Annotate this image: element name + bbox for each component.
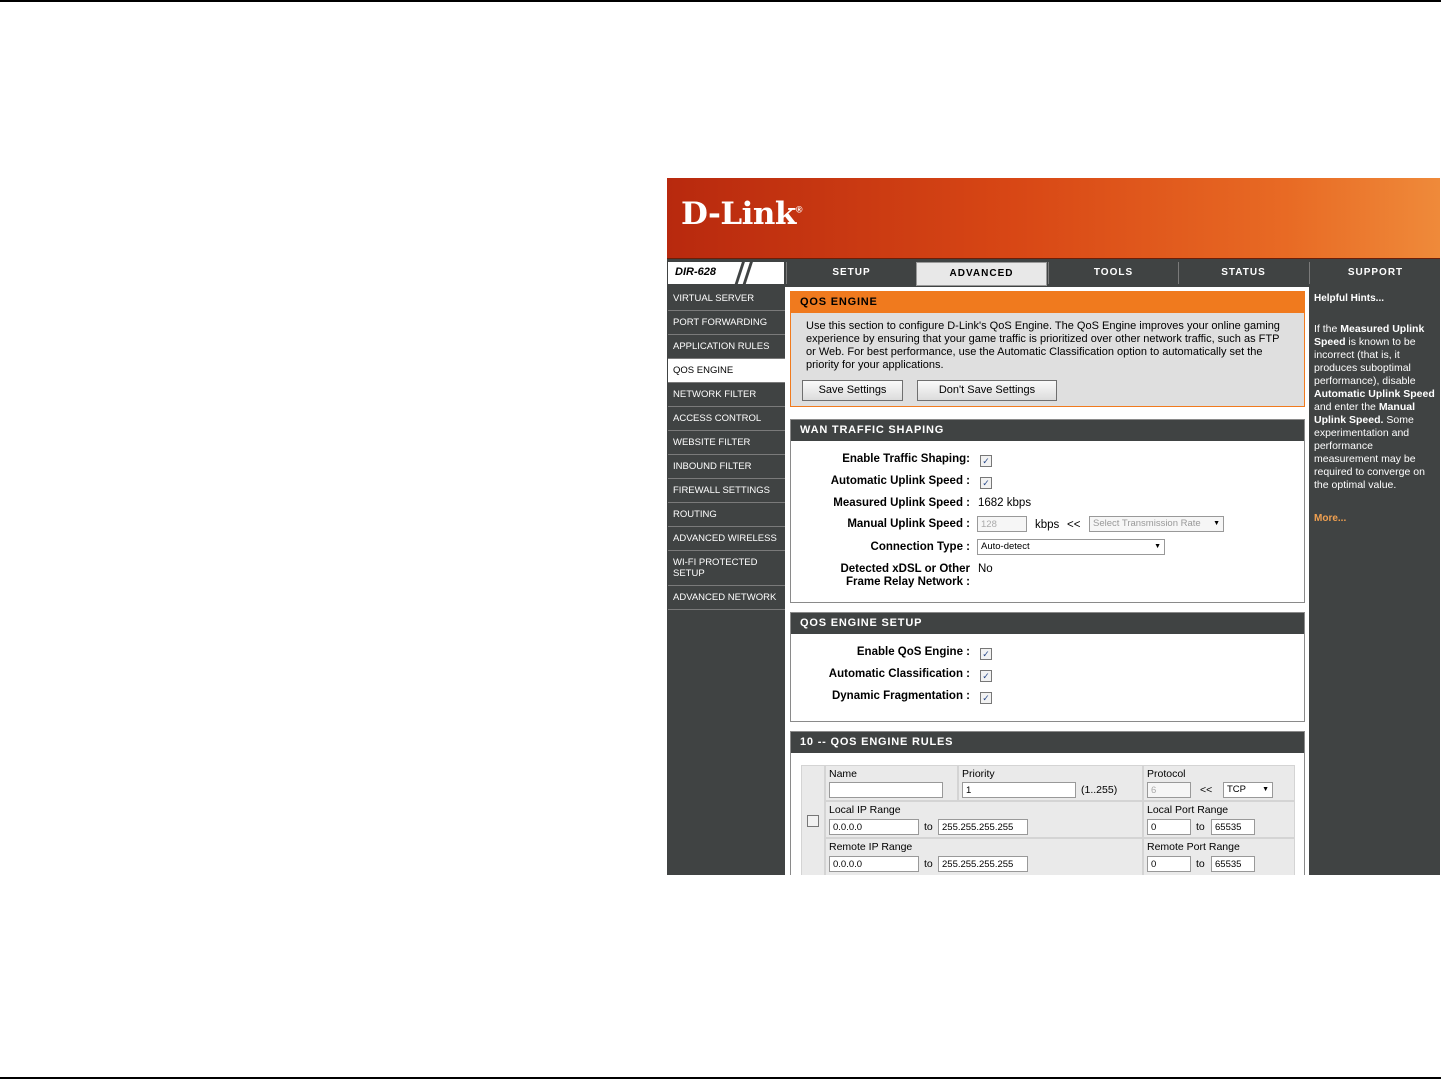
section-title: WAN TRAFFIC SHAPING bbox=[791, 420, 1304, 441]
to-label: to bbox=[1196, 858, 1205, 870]
to-label: to bbox=[1196, 821, 1205, 833]
wan-traffic-shaping-section bbox=[790, 419, 1305, 603]
field-label: Manual Uplink Speed : bbox=[847, 518, 970, 530]
remote-port-label: Remote Port Range bbox=[1147, 841, 1240, 853]
local-ip-label: Local IP Range bbox=[829, 804, 901, 816]
tab-advanced[interactable]: ADVANCED bbox=[916, 262, 1047, 286]
rule-enable-checkbox[interactable] bbox=[807, 815, 819, 827]
detected-xdsl-value: No bbox=[978, 563, 993, 575]
top-navigation bbox=[667, 261, 1440, 285]
qos-engine-rules-section bbox=[790, 731, 1305, 875]
dynamic-fragmentation-row bbox=[791, 690, 1304, 710]
enable-qos-checkbox[interactable]: ✓ bbox=[980, 648, 992, 660]
local-ip-from-input[interactable]: 0.0.0.0 bbox=[829, 819, 919, 835]
remote-ip-to-input[interactable]: 255.255.255.255 bbox=[938, 856, 1028, 872]
qos-engine-section bbox=[790, 291, 1305, 407]
local-ip-cell bbox=[826, 802, 1142, 837]
priority-input[interactable]: 1 bbox=[962, 782, 1076, 798]
dlink-banner bbox=[667, 178, 1440, 259]
sidebar-item-website-filter[interactable]: WEBSITE FILTER bbox=[668, 431, 785, 455]
field-label: Automatic Uplink Speed : bbox=[830, 475, 970, 487]
remote-port-cell bbox=[1144, 839, 1294, 875]
router-admin-window bbox=[667, 178, 1440, 875]
remote-port-to-input[interactable]: 65535 bbox=[1211, 856, 1255, 872]
remote-ip-cell bbox=[826, 839, 1142, 875]
protocol-label: Protocol bbox=[1147, 768, 1186, 780]
auto-classification-row bbox=[791, 668, 1304, 688]
priority-cell bbox=[959, 766, 1142, 800]
rule-checkbox-cell bbox=[802, 766, 824, 875]
detected-xdsl-row bbox=[791, 563, 1304, 591]
priority-range: (1..255) bbox=[1081, 784, 1118, 796]
local-port-to-input[interactable]: 65535 bbox=[1211, 819, 1255, 835]
sidebar-item-virtual-server[interactable]: VIRTUAL SERVER bbox=[668, 287, 785, 311]
qos-description: Use this section to configure D-Link's QoS Engine. The QoS Engine improves your online gaming experience by ensuring that your game traffic is prioritized over other network traffic, such as FTP or Web. For best performance, use the Automatic Classification option to automatically set the priority for your applications. bbox=[806, 320, 1280, 371]
automatic-uplink-row bbox=[791, 475, 1304, 495]
to-label: to bbox=[924, 858, 933, 870]
sidebar-item-firewall-settings[interactable]: FIREWALL SETTINGS bbox=[668, 479, 785, 503]
chevron-down-icon: ▼ bbox=[1262, 786, 1269, 793]
tab-status[interactable]: STATUS bbox=[1178, 262, 1308, 284]
hints-title: Helpful Hints... bbox=[1314, 293, 1384, 304]
connection-type-row bbox=[791, 541, 1304, 561]
uplink-unit: kbps bbox=[1035, 519, 1060, 531]
protocol-select[interactable] bbox=[1223, 782, 1273, 798]
model-badge bbox=[668, 262, 784, 284]
tab-setup[interactable]: SETUP bbox=[786, 262, 916, 284]
rule-name-input[interactable] bbox=[829, 782, 943, 798]
field-label: Enable QoS Engine : bbox=[856, 646, 970, 658]
chevron-down-icon: ▼ bbox=[1213, 520, 1220, 527]
sidebar-item-port-forwarding[interactable]: PORT FORWARDING bbox=[668, 311, 785, 335]
chevron-down-icon: ▼ bbox=[1154, 543, 1161, 550]
priority-label: Priority bbox=[962, 768, 995, 780]
sidebar-item-advanced-network[interactable]: ADVANCED NETWORK bbox=[668, 586, 785, 610]
section-title: QOS ENGINE SETUP bbox=[791, 613, 1304, 634]
tab-tools[interactable]: TOOLS bbox=[1048, 262, 1178, 284]
local-port-cell bbox=[1144, 802, 1294, 837]
field-label: Connection Type : bbox=[870, 541, 970, 553]
dont-save-settings-button[interactable]: Don't Save Settings bbox=[917, 380, 1057, 401]
sidebar-item-application-rules[interactable]: APPLICATION RULES bbox=[668, 335, 785, 359]
manual-uplink-input[interactable]: 128 bbox=[977, 516, 1027, 532]
sidebar-item-qos-engine[interactable]: QOS ENGINE bbox=[668, 359, 785, 383]
measured-uplink-value: 1682 kbps bbox=[978, 497, 1032, 509]
local-port-from-input[interactable]: 0 bbox=[1147, 819, 1191, 835]
sidebar-item-network-filter[interactable]: NETWORK FILTER bbox=[668, 383, 785, 407]
automatic-uplink-checkbox[interactable]: ✓ bbox=[980, 477, 992, 489]
helpful-hints-panel bbox=[1309, 287, 1440, 875]
enable-qos-row bbox=[791, 646, 1304, 666]
select-value: Select Transmission Rate bbox=[1093, 518, 1201, 529]
field-label: Detected xDSL or Other Frame Relay Network : bbox=[840, 563, 970, 588]
page-bottom-rule bbox=[0, 1077, 1441, 1079]
measured-uplink-row bbox=[791, 497, 1304, 517]
remote-ip-label: Remote IP Range bbox=[829, 841, 913, 853]
select-value: Auto-detect bbox=[981, 541, 1030, 552]
field-label: Enable Traffic Shaping: bbox=[842, 453, 970, 465]
sidebar-item-advanced-wireless[interactable]: ADVANCED WIRELESS bbox=[668, 527, 785, 551]
section-title: QOS ENGINE bbox=[791, 292, 1304, 313]
remote-ip-from-input[interactable]: 0.0.0.0 bbox=[829, 856, 919, 872]
field-label: Automatic Classification : bbox=[828, 668, 970, 680]
local-ip-to-input[interactable]: 255.255.255.255 bbox=[938, 819, 1028, 835]
sidebar-item-inbound-filter[interactable]: INBOUND FILTER bbox=[668, 455, 785, 479]
tab-support[interactable]: SUPPORT bbox=[1309, 262, 1440, 284]
enable-traffic-shaping-checkbox[interactable]: ✓ bbox=[980, 455, 992, 467]
select-value: TCP bbox=[1227, 784, 1246, 795]
transmission-rate-select[interactable] bbox=[1089, 516, 1224, 532]
advanced-sidebar bbox=[668, 287, 785, 875]
save-settings-button[interactable]: Save Settings bbox=[802, 380, 903, 401]
more-link[interactable]: More... bbox=[1314, 513, 1347, 524]
page-top-rule bbox=[0, 0, 1441, 2]
qos-engine-setup-section bbox=[790, 612, 1305, 722]
sidebar-item-wifi-protected-setup[interactable]: WI-FI PROTECTED SETUP bbox=[668, 551, 785, 586]
name-cell bbox=[826, 766, 957, 800]
connection-type-select[interactable] bbox=[977, 539, 1165, 555]
sidebar-item-access-control[interactable]: ACCESS CONTROL bbox=[668, 407, 785, 431]
dynamic-fragmentation-checkbox[interactable]: ✓ bbox=[980, 692, 992, 704]
auto-classification-checkbox[interactable]: ✓ bbox=[980, 670, 992, 682]
model-name: DIR-628 bbox=[675, 266, 716, 278]
protocol-arrows: << bbox=[1200, 784, 1213, 796]
local-port-label: Local Port Range bbox=[1147, 804, 1229, 816]
content-area bbox=[785, 287, 1309, 875]
remote-port-from-input[interactable]: 0 bbox=[1147, 856, 1191, 872]
sidebar-item-routing[interactable]: ROUTING bbox=[668, 503, 785, 527]
protocol-number-input[interactable]: 6 bbox=[1147, 782, 1191, 798]
rule-table bbox=[801, 765, 1295, 875]
copy-arrows: << bbox=[1067, 519, 1081, 531]
protocol-cell bbox=[1144, 766, 1294, 800]
dlink-logo: D-Link® bbox=[681, 196, 803, 232]
section-title: 10 -- QOS ENGINE RULES bbox=[791, 732, 1304, 753]
to-label: to bbox=[924, 821, 933, 833]
name-label: Name bbox=[829, 768, 858, 780]
field-label: Dynamic Fragmentation : bbox=[831, 690, 970, 702]
field-label: Measured Uplink Speed : bbox=[833, 497, 970, 509]
enable-traffic-shaping-row bbox=[791, 453, 1304, 473]
hints-text: If the Measured Uplink Speed is known to be incorrect (that is, it produces suboptimal performance), disable Automatic Uplink Speed and enter the Manual Uplink Speed. Some experimentation and performance measurement may be required to converge on the optimal value. bbox=[1314, 323, 1435, 491]
manual-uplink-row bbox=[791, 518, 1304, 538]
